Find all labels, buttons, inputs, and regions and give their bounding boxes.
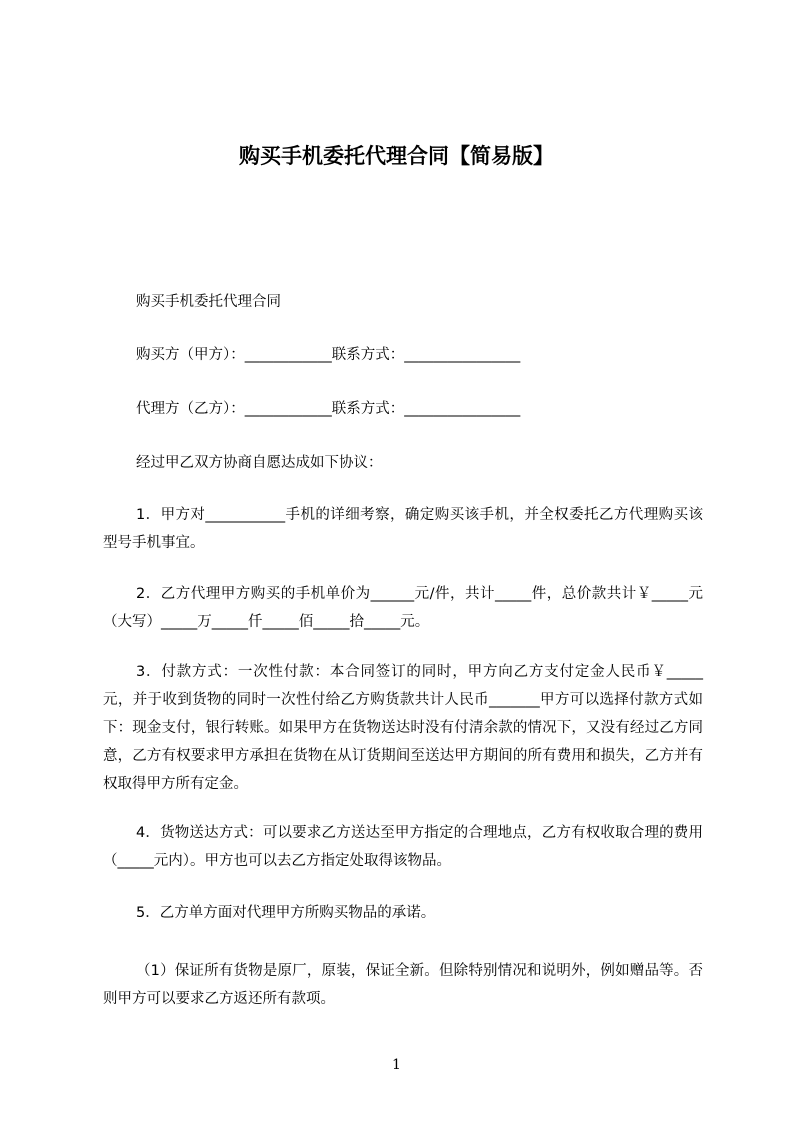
clause-1: 1．甲方对___________手机的详细考察，确定购买该手机，并全权委托乙方代理购买该型号手机事宜。 (103, 507, 703, 551)
clause-3: 3．付款方式：一次性付款：本合同签订的同时，甲方向乙方支付定金人民币￥_____元，并于收到货物的同时一次性付给乙方购货款共计人民币_______甲方可以选择付款方式如下：现金支付，银行转账。如果甲方在货物送达时没有付清余款的情况下，又没有经过乙方同意，乙方有权要求甲方承担在货物在从订货期间至送达甲方期间的所有费用和损失，乙方并有权取得甲方所有定金。 (103, 664, 703, 792)
buyer-party-line: 购买方（甲方）：____________联系方式：________________ (136, 347, 521, 363)
document-title: 购买手机委托代理合同【简易版】 (239, 144, 554, 168)
clause-2: 2．乙方代理甲方购买的手机单价为______元/件，共计_____件，总价款共计￥_____元（大写）_____万_____仟_____佰_____拾_____元。 (103, 586, 703, 630)
clause-5: 5．乙方单方面对代理甲方所购买物品的承诺。 (136, 905, 436, 921)
contract-name: 购买手机委托代理合同 (136, 294, 281, 310)
clause-4: 4．货物送达方式：可以要求乙方送达至甲方指定的合理地点，乙方有权收取合理的费用（_____元内）。甲方也可以去乙方指定处取得该物品。 (103, 825, 703, 869)
clause-5-item-1: （1）保证所有货物是原厂，原装，保证全新。但除特别情况和说明外，例如赠品等。否则甲方可以要求乙方返还所有款项。 (103, 963, 703, 1007)
agreement-intro: 经过甲乙双方协商自愿达成如下协议： (136, 455, 383, 471)
page-number: 1 (392, 1057, 401, 1073)
agent-party-line: 代理方（乙方）：____________联系方式：________________ (136, 401, 521, 417)
